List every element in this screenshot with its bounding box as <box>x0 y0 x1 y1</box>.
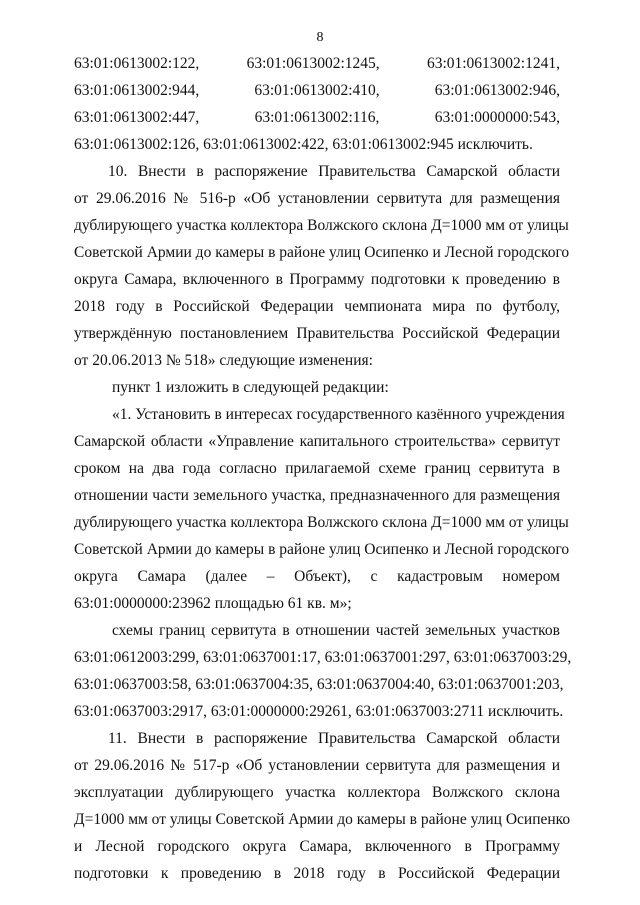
cadastral-number: 63:01:0613002:116, <box>254 109 380 126</box>
page-number: 8 <box>316 30 324 45</box>
text-line: от 29.06.2016 № 516-р «Об установлении сервитута для размещения <box>74 190 560 207</box>
text-line: от 29.06.2016 № 517-р «Об установлении сервитута для размещения и <box>74 757 560 774</box>
text-line: Советской Армии до камеры в районе улиц Осипенко и Лесной городского <box>74 244 570 261</box>
paragraph-11-first-line: 11. Внести в распоряжение Правительства Самарской области <box>108 730 560 747</box>
cadastral-number: 63:01:0613002:1241, <box>426 55 560 72</box>
text-line: Самарской области «Управление капитального строительства» сервитут <box>74 433 560 450</box>
cadastral-number: 63:01:0613002:1245, <box>246 55 380 72</box>
text-line: эксплуатации дублирующего участка коллектора Волжского склона <box>74 784 560 801</box>
cadastral-number: 63:01:0613002:946, <box>434 82 560 99</box>
text-line: 63:01:0637003:58, 63:01:0637004:35, 63:01:0637004:40, 63:01:0637001:203, <box>74 676 564 693</box>
text-line: округа Самара, включенного в Программу подготовки к проведению в <box>74 271 560 288</box>
text-line: 63:01:0637003:2917, 63:01:0000000:29261, 63:01:0637003:2711 исключить. <box>74 703 564 720</box>
quote-first-line: «1. Установить в интересах государственного казённого учреждения <box>112 406 565 423</box>
paragraph-line: схемы границ сервитута в отношении частей земельных участков <box>112 622 560 639</box>
cadastral-number: 63:01:0613002:447, <box>74 109 200 126</box>
cadastral-row <box>74 54 560 74</box>
paragraph-line: пункт 1 изложить в следующей редакции: <box>112 379 389 396</box>
text-line: 2018 году в Российской Федерации чемпионата мира по футболу, <box>74 298 560 315</box>
text-line: от 20.06.2013 № 518» следующие изменения: <box>74 352 373 369</box>
text-line: 63:01:0000000:23962 площадью 61 кв. м»; <box>74 595 352 612</box>
text-line: отношении части земельного участка, предназначенного для размещения <box>74 487 560 504</box>
cadastral-row <box>74 108 560 128</box>
cadastral-row <box>74 81 560 101</box>
text-line: и Лесной городского округа Самара, включенного в Программу <box>74 838 560 855</box>
cadastral-number: 63:01:0613002:410, <box>254 82 380 99</box>
text-line: Советской Армии до камеры в районе улиц Осипенко и Лесной городского <box>74 541 570 558</box>
text-line: округа Самара (далее – Объект), с кадастровым номером <box>74 568 560 585</box>
text-line: дублирующего участка коллектора Волжского склона Д=1000 мм от улицы <box>74 217 569 234</box>
cadastral-number: 63:01:0613002:122, <box>74 55 200 72</box>
text-line: Д=1000 мм от улицы Советской Армии до камеры в районе улиц Осипенко <box>74 811 571 828</box>
text-line: подготовки к проведению в 2018 году в Российской Федерации <box>74 865 560 882</box>
text-line: сроком на два года согласно прилагаемой схеме границ сервитута в <box>74 460 560 477</box>
text-line: 63:01:0612003:299, 63:01:0637001:17, 63:01:0637001:297, 63:01:0637003:29, <box>74 649 572 666</box>
text-line: дублирующего участка коллектора Волжского склона Д=1000 мм от улицы <box>74 514 569 531</box>
paragraph-10-first-line: 10. Внести в распоряжение Правительства Самарской области <box>108 163 560 180</box>
cadastral-number: 63:01:0613002:944, <box>74 82 200 99</box>
text-line: утверждённую постановлением Правительства Российской Федерации <box>74 325 560 342</box>
cadastral-number: 63:01:0000000:543, <box>434 109 560 126</box>
text-line: 63:01:0613002:126, 63:01:0613002:422, 63:01:0613002:945 исключить. <box>74 136 533 153</box>
